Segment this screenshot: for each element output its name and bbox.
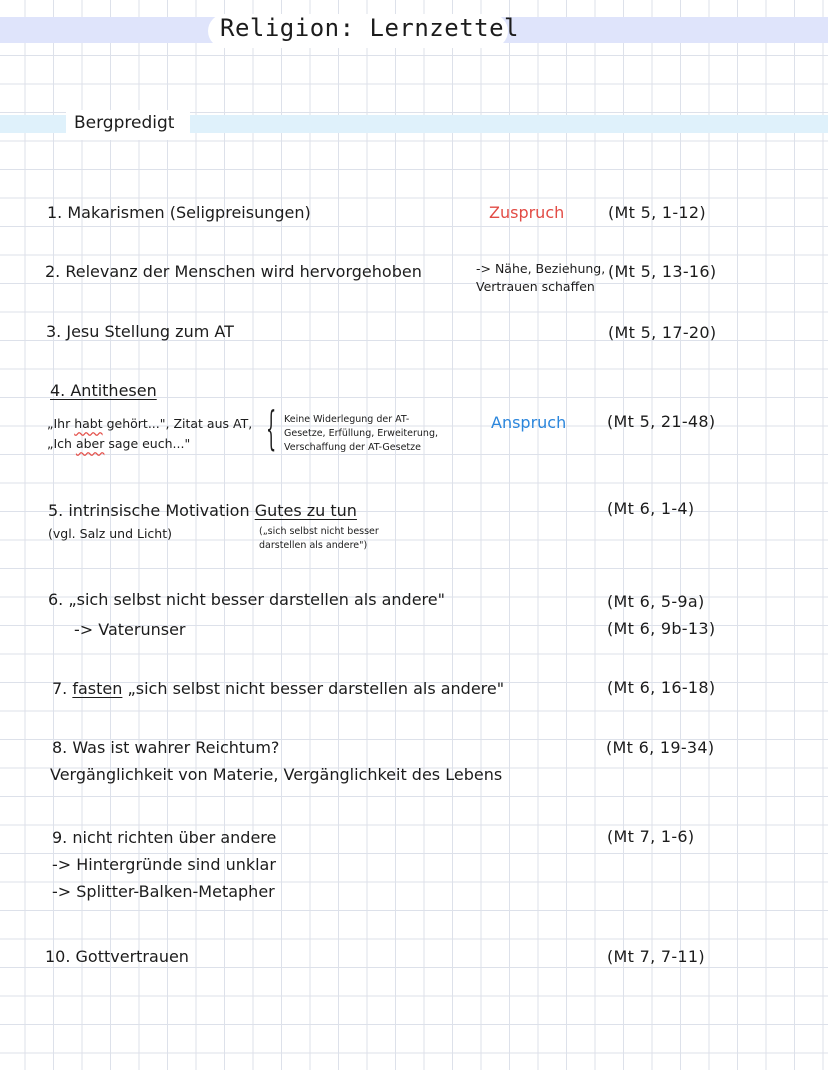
item-2-note-line1: -> Nähe, Beziehung,: [476, 261, 606, 276]
item-9-ref: (Mt 7, 1-6): [607, 827, 695, 846]
item-6-label: 6. „sich selbst nicht besser darstellen als andere": [48, 590, 445, 609]
item-4-ref: (Mt 5, 21-48): [607, 412, 716, 431]
item-9-sub2: -> Splitter-Balken-Metapher: [52, 882, 275, 901]
item-7-ref: (Mt 6, 16-18): [607, 678, 716, 697]
item-2-ref: (Mt 5, 13-16): [608, 262, 717, 281]
page-title: Religion: Lernzettel: [220, 14, 519, 42]
item-9-sub1: -> Hintergründe sind unklar: [52, 855, 276, 874]
item-8-ref: (Mt 6, 19-34): [606, 738, 715, 757]
item-5-label: 5. intrinsische Motivation Gutes zu tun: [48, 501, 357, 520]
item-8-sub: Vergänglichkeit von Materie, Vergänglichkeit des Lebens: [50, 765, 503, 784]
item-1-ref: (Mt 5, 1-12): [608, 203, 706, 222]
item-5-sub2-line2: darstellen als andere"): [259, 540, 368, 551]
item-6-sub: -> Vaterunser: [74, 620, 186, 639]
item-3-label: 3. Jesu Stellung zum AT: [46, 322, 234, 341]
curly-brace-icon: {: [266, 401, 277, 455]
item-9-label: 9. nicht richten über andere: [52, 828, 277, 847]
item-2-note-line2: Vertrauen schaffen: [476, 279, 595, 294]
item-3-ref: (Mt 5, 17-20): [608, 323, 717, 342]
item-1-tag-zuspruch: Zuspruch: [489, 203, 565, 222]
item-5-ref: (Mt 6, 1-4): [607, 499, 695, 518]
item-4-label: 4. Antithesen: [50, 381, 157, 400]
item-7-label: 7. fasten „sich selbst nicht besser darstellen als andere": [52, 679, 505, 698]
item-4-brace-line1: Keine Widerlegung der AT-: [284, 414, 410, 425]
item-8-label: 8. Was ist wahrer Reichtum?: [52, 738, 280, 757]
item-4-brace-line3: Verschaffung der AT-Gesetze: [284, 442, 421, 453]
item-2-label: 2. Relevanz der Menschen wird hervorgehoben: [45, 262, 422, 281]
item-10-label: 10. Gottvertrauen: [45, 947, 189, 966]
item-6-ref2: (Mt 6, 9b-13): [607, 619, 716, 638]
item-4-quote-line1: „Ihr habt gehört...", Zitat aus AT,: [47, 416, 253, 431]
section-heading: Bergpredigt: [74, 113, 175, 133]
item-4-quote-line2: „Ich aber sage euch...": [47, 436, 191, 451]
item-1-label: 1. Makarismen (Seligpreisungen): [47, 203, 311, 222]
item-4-tag-anspruch: Anspruch: [491, 413, 567, 432]
item-10-ref: (Mt 7, 7-11): [607, 947, 705, 966]
item-4-brace-line2: Gesetze, Erfüllung, Erweiterung,: [284, 428, 438, 439]
item-5-sub2-line1: („sich selbst nicht besser: [259, 526, 379, 537]
item-5-sub: (vgl. Salz und Licht): [48, 526, 172, 541]
item-6-ref: (Mt 6, 5-9a): [607, 592, 705, 611]
